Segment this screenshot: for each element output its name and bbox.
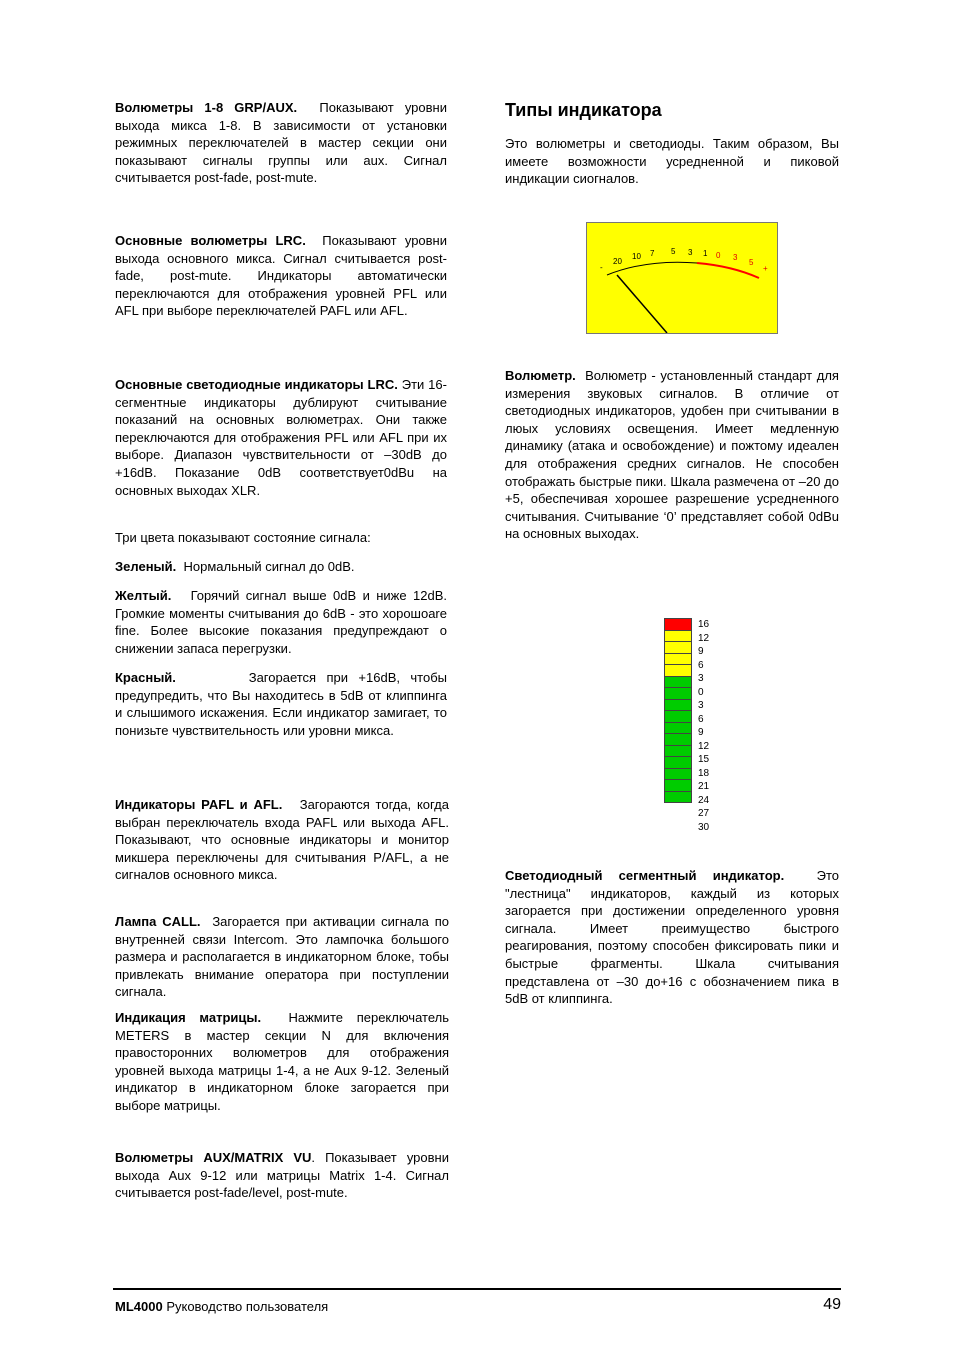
paragraph-text: Загорается при активации сигнала по внутренней связи Intercom. Это лампочка большого размера и располагается в индикаторном блоке, тобы привлекать внимание оператора при поступлении сигнала.	[115, 914, 449, 1000]
vu-tick-label-red: 3	[733, 253, 738, 262]
led-label: 16	[698, 619, 710, 630]
paragraph-title: Лампа CALL.	[115, 914, 201, 929]
vu-tick-label: 5	[671, 247, 676, 256]
paragraph-text: Три цвета показывают состояние сигнала:	[115, 530, 371, 545]
led-ladder-labels	[698, 618, 709, 834]
vu-tick-label: 7	[650, 249, 655, 258]
paragraph-text: Загораются тогда, когда выбран переключатель входа PAFL или выхода AFL. Показывают, что основные индикаторы и монитор микшера переключены для считывания P/AFL, а не сигналов основного микса.	[115, 797, 449, 883]
paragraph-led	[505, 867, 839, 1008]
paragraph-title: Желтый.	[115, 588, 172, 603]
led-label: 18	[698, 767, 710, 779]
led-label: 27	[698, 808, 710, 819]
paragraph-text: Это "лестница" индикаторов, каждый из которых загорается при достижении определенного уровня сигнала. Имеет преимущество быстрого реагирования, поэтому способен фиксировать пики и быстрые фрагменты. Шкала считывания представлена от –30 до+16 с обозначением пика в 5dB от клиппинга.	[505, 868, 839, 1007]
paragraph-text: Эти 16-сегментные индикаторы дублируют считывание показаний на основных волюметрах. Они также переключаются для отображения PFL или AFL при их выборе. Диапазон чувствительности от –30dB до +16dB. Показание 0dB соответствует0dBu на основных выходах XLR.	[115, 377, 447, 498]
paragraph-green	[115, 558, 447, 576]
paragraph-aux-matrix-vu	[115, 1149, 449, 1202]
led-label: 21	[698, 781, 710, 792]
footer-rule	[113, 1288, 841, 1290]
led-label: 12	[698, 740, 710, 752]
led-label: 24	[698, 794, 710, 806]
paragraph-title: Красный.	[115, 670, 176, 685]
paragraph-title: Волюметр.	[505, 368, 576, 383]
led-label: 3	[698, 700, 704, 711]
led-label: 6	[698, 713, 704, 725]
page-number: 49	[823, 1296, 841, 1313]
led-ladder	[664, 618, 692, 803]
paragraph-title: Основные волюметры LRC.	[115, 233, 306, 248]
vu-meter-figure	[586, 222, 778, 334]
vu-tick-label: 10	[632, 252, 641, 261]
paragraph-title: Основные светодиодные индикаторы LRC.	[115, 377, 398, 392]
section-heading: Типы индикатора	[505, 100, 662, 120]
footer-title	[115, 1299, 328, 1314]
vu-minus-label: -	[600, 263, 603, 272]
paragraph-text: Нормальный сигнал до 0dB.	[183, 559, 355, 574]
led-label: 9	[698, 646, 704, 657]
paragraph-title: Индикаторы PAFL и AFL.	[115, 797, 283, 812]
paragraph-text: Это волюметры и светодиоды. Таким образом, Вы имеете возможности усредненной и пиковой индикации сиогналов.	[505, 136, 839, 187]
led-segment	[664, 791, 692, 804]
paragraph-lrc-meters	[115, 232, 447, 320]
led-label: 30	[698, 821, 710, 833]
led-label: 6	[698, 659, 704, 671]
paragraph-title: Зеленый.	[115, 559, 177, 574]
paragraph-text: . Показывает уровни выхода Aux 9-12 или матрицы Matrix 1-4. Сигнал считывается post-fade/level, post-mute.	[115, 1150, 449, 1201]
vu-tick-label: 3	[688, 248, 693, 257]
vu-needle	[617, 275, 667, 333]
paragraph-text: Горячий сигнал выше 0dB и ниже 12dB. Громкие моменты считывания до 6dB - это хорошоare fine. Более высокие показания предупреждают о снижении запаса перегрузки.	[115, 588, 447, 656]
paragraph-vu	[505, 367, 839, 543]
paragraph-text: Волюметр - установленный стандарт для измерения звуковых сигналов. В отличие от светодиодных индикаторов, удобен при считывании в люых условиях освещения. Имеет медленную динамику (атака и освобождение) и пожтому идеален для отображения средних сигналов. Не способен отображать быстрые пики. Шкала размечена от –20 до +5, обеспечивая хорошее разрешение усредненного считывания. Считывание ‘0’ представляет собой 0dBu на основных выходах.	[505, 368, 839, 542]
paragraph-red	[115, 669, 447, 739]
paragraph-grp-aux-meters	[115, 99, 447, 187]
led-label: 12	[698, 632, 710, 644]
footer-model: ML4000	[115, 1299, 163, 1314]
paragraph-three-colors	[115, 529, 447, 547]
paragraph-call-lamp	[115, 913, 449, 1001]
paragraph-title: Волюметры 1-8 GRP/AUX.	[115, 100, 298, 115]
paragraph-yellow	[115, 587, 447, 657]
led-label: 9	[698, 727, 704, 738]
footer-title-text: Руководство пользователя	[162, 1299, 329, 1314]
vu-tick-label: 1	[703, 249, 708, 258]
paragraph-title: Волюметры AUX/MATRIX VU	[115, 1150, 312, 1165]
paragraph-text: Показывают уровни выхода микса 1-8. В зависимости от установки режимных переключателей в мастер секции они показывают сигналы группы или aux. Сигнал считывается post-fade, post-mute.	[115, 100, 447, 186]
led-label: 15	[698, 754, 710, 765]
paragraph-text: Показывают уровни выхода основного микса. Сигнал считывается post-fade, post-mute. Индикаторы автоматически переключаются для отображения уровней PFL или AFL при выборе переключателей PAFL или AFL.	[115, 233, 447, 319]
vu-plus-label: +	[763, 264, 768, 273]
paragraph-lrc-led	[115, 376, 447, 499]
paragraph-intro	[505, 135, 839, 188]
vu-tick-label-red: 0	[716, 251, 721, 260]
paragraph-text: Загорается при +16dB, чтобы предупредить, что Вы находитесь в 5dB от клиппинга и слышимого искажения. Если индикатор замигает, то понизьте чувствительность или уровни микса.	[115, 670, 447, 738]
paragraph-title: Светодиодный сегментный индикатор.	[505, 868, 785, 883]
paragraph-pafl-afl	[115, 796, 449, 884]
vu-tick-label-red: 5	[749, 258, 754, 267]
paragraph-text: Нажмите переключатель METERS в мастер секции N для включения правосторонних волюметров для отображения уровней выхода матрицы 1-4, а не Aux 9-12. Зеленый индикатор в индикаторном блоке загорается при выборе матрицы.	[115, 1010, 449, 1113]
led-label: 0	[698, 686, 704, 698]
paragraph-title: Индикация матрицы.	[115, 1010, 262, 1025]
vu-meter-scale	[587, 223, 777, 333]
paragraph-matrix	[115, 1009, 449, 1115]
led-label: 3	[698, 673, 704, 684]
vu-tick-label: 20	[613, 257, 622, 266]
